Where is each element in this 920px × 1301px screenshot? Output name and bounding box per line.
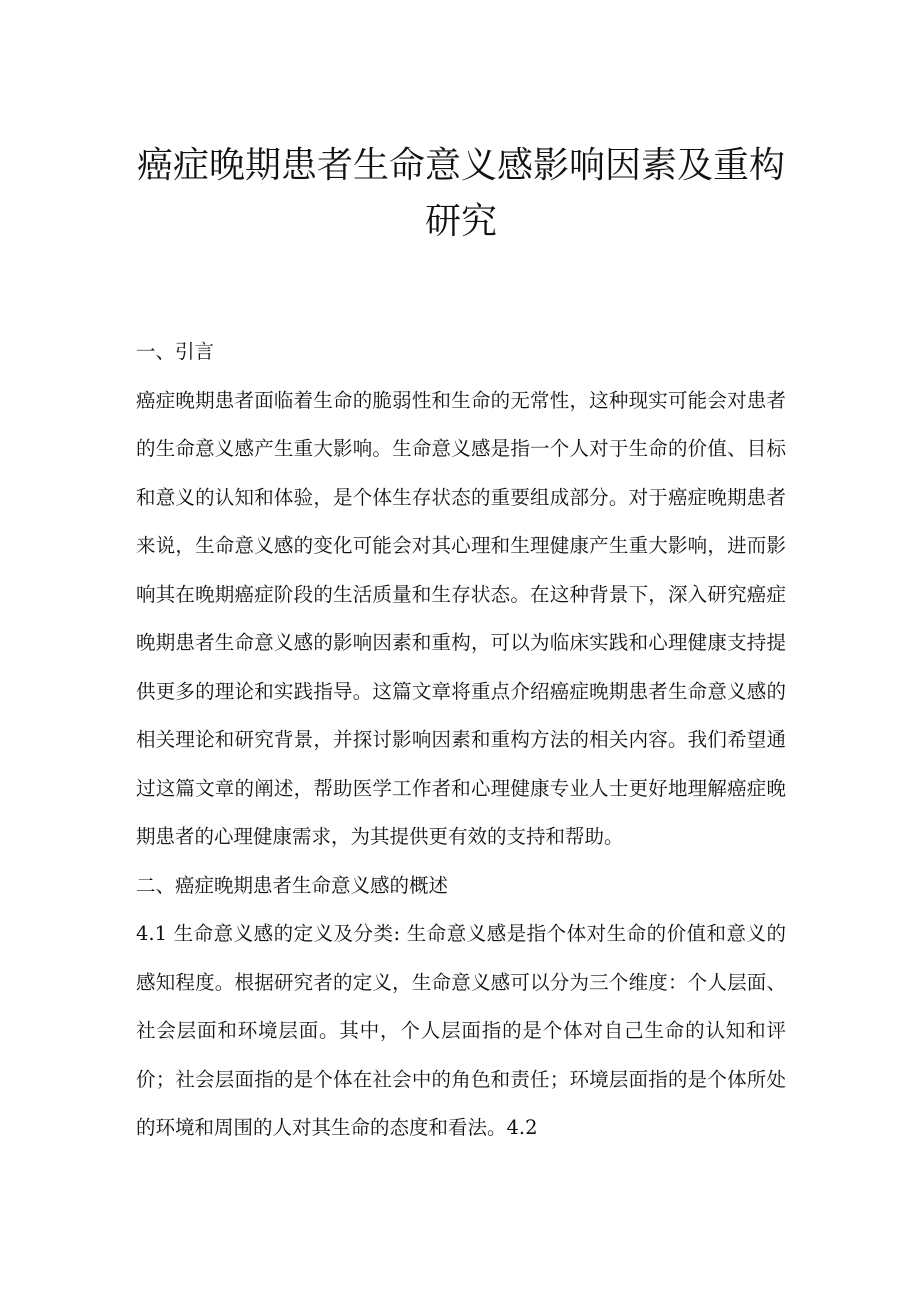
overview-paragraph: 4.1 生命意义感的定义及分类: 生命意义感是指个体对生命的价值和意义的感知程度。根据研究者的定义，生命意义感可以分为三个维度：个人层面、社会层面和环境层面。其中，个人层面指的是个体对自己生命的认知和评价；社会层面指的是个体在社会中的角色和责任；环境层面指的是个体所处的环境和周围的人对其生命的态度和看法。4.2	[136, 922, 786, 1139]
document-title-line-1: 癌症晚期患者生命意义感影响因素及重构	[136, 145, 785, 186]
document-title-line-2: 研究	[424, 201, 497, 242]
section-heading-introduction: 一、引言	[136, 340, 215, 363]
document-title	[136, 0, 786, 250]
document-body	[136, 328, 786, 1153]
section-heading-overview: 二、癌症晚期患者生命意义感的概述	[136, 873, 449, 897]
introduction-paragraph: 癌症晚期患者面临着生命的脆弱性和生命的无常性，这种现实可能会对患者的生命意义感产生重大影响。生命意义感是指一个人对于生命的价值、目标和意义的认知和体验，是个体生存状态的重要组成部分。对于癌症晚期患者来说，生命意义感的变化可能会对其心理和生理健康产生重大影响，进而影响其在晚期癌症阶段的生活质量和生存状态。在这种背景下，深入研究癌症晚期患者生命意义感的影响因素和重构，可以为临床实践和心理健康支持提供更多的理论和实践指导。这篇文章将重点介绍癌症晚期患者生命意义感的相关理论和研究背景，并探讨影响因素和重构方法的相关内容。我们希望通过这篇文章的阐述，帮助医学工作者和心理健康专业人士更好地理解癌症晚期患者的心理健康需求，为其提供更有效的支持和帮助。	[136, 388, 786, 848]
